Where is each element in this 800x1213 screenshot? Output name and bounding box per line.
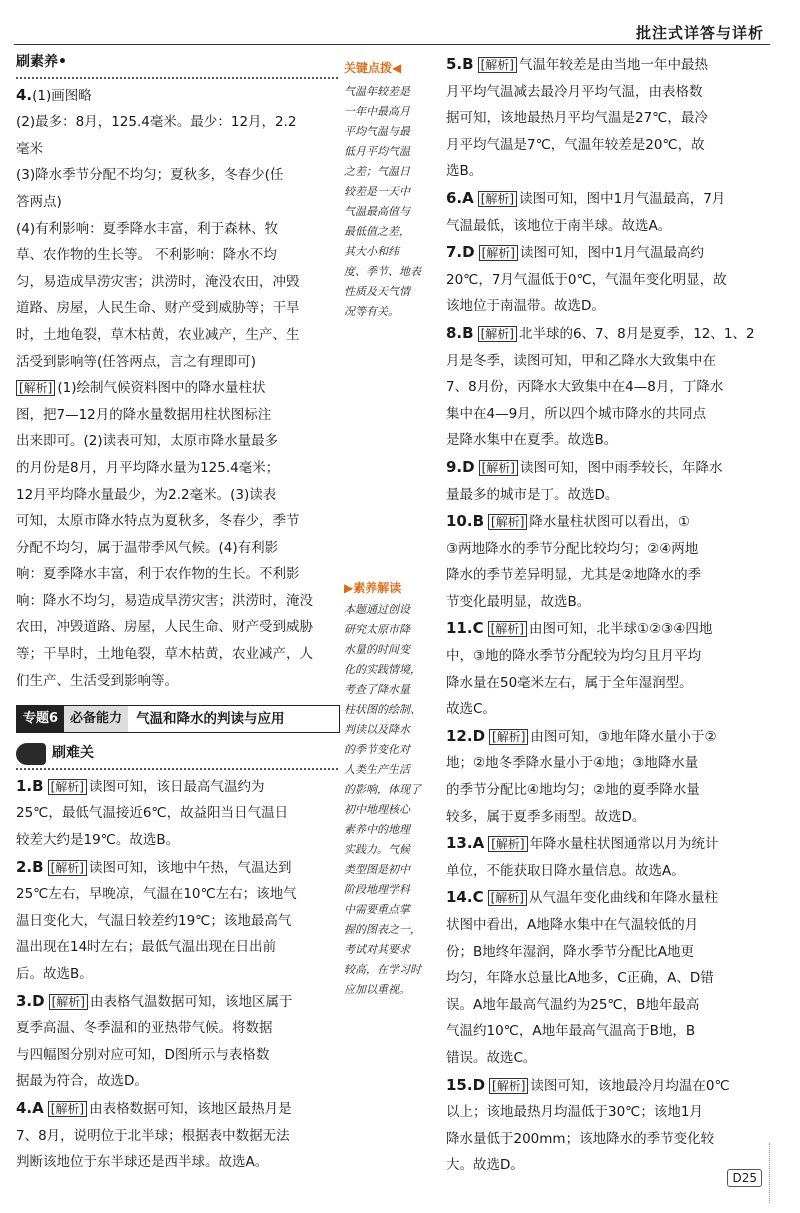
note-line: 研究太原市降 xyxy=(344,623,410,636)
header-rule xyxy=(14,44,770,45)
note-line: 较差是一天中 xyxy=(344,185,410,198)
answer-line: 月平均气温是7℃，气温年较差是20℃，故 xyxy=(446,136,705,153)
answer-line: 气温最低，该地位于南半球。故选A。 xyxy=(446,217,672,234)
note-line: 初中地理核心 xyxy=(344,803,410,816)
answer-number: 3.D xyxy=(16,991,45,1010)
answer-line: 4.A [解析] 由表格数据可知，该地区最热月是 xyxy=(16,1098,292,1117)
analysis-line: 可知，太原市降水特点为夏秋多，冬春少，季节 xyxy=(16,513,300,530)
note-line: 实践力。气候 xyxy=(344,843,410,856)
analysis-line: [解析] (1)绘制气候资料图中的降水量柱状 xyxy=(16,376,338,401)
answer-line: 据可知，该地最热月平均气温是27℃，最冷 xyxy=(446,110,708,127)
brush-icon xyxy=(16,743,46,765)
note-line: 况等有关。 xyxy=(344,305,399,318)
q4-line: (2)最多：8月，125.4毫米。最少：12月，2.2 xyxy=(16,114,297,131)
answer-number: 10.B xyxy=(446,512,485,531)
answer-line: 误。A地年最高气温约为25℃，B地年最高 xyxy=(446,996,700,1013)
answer-number: 5.B xyxy=(446,55,474,73)
analysis-tag: [解析] xyxy=(49,994,88,1010)
q4-line: 道路、房屋，人民生命、财产受到威胁等；干旱 xyxy=(16,300,300,317)
answer-number: 1.B xyxy=(16,776,44,795)
answer-line: 7、8月，说明位于北半球；根据表中数据无法 xyxy=(16,1127,290,1144)
analysis-tag: [解析] xyxy=(48,860,87,876)
answer-line: 份；B地终年湿润，降水季节分配比A地更 xyxy=(446,943,694,960)
note-line: 握的图表之一， xyxy=(344,923,421,936)
answer-number: 13.A xyxy=(446,834,485,853)
answer-line: 5.B [解析] 气温年较差是由当地一年中最热 xyxy=(446,55,708,73)
note-line: 平均气温与最 xyxy=(344,125,410,138)
analysis-tag: [解析] xyxy=(488,890,527,906)
answer-line: 25℃左右，早晚凉，气温在10℃左右；该地气 xyxy=(16,886,297,903)
analysis-line: 出来即可。(2)读表可知，太原市降水量最多 xyxy=(16,433,279,450)
topic-title: 气温和降水的判读与应用 xyxy=(136,710,285,727)
q4-line: 答两点) xyxy=(16,193,62,210)
q4-line: 匀，易造成旱涝灾害；洪涝时，淹没农田，冲毁 xyxy=(16,273,300,290)
answer-line: 判断该地位于东半球还是西半球。故选A。 xyxy=(16,1154,269,1171)
answer-line: 降水量在50毫米左右，属于全年湿润型。 xyxy=(446,674,693,691)
answer-line: 25℃，最低气温接近6℃，故益阳当日气温日 xyxy=(16,805,289,822)
note-line: 判读以及降水 xyxy=(344,723,410,736)
analysis-line: 12月平均降水量最少，为2.2毫米。(3)读表 xyxy=(16,486,277,503)
answer-line: 较多，属于夏季多雨型。故选D。 xyxy=(446,808,646,825)
literacy-note xyxy=(344,600,440,1000)
q4-number: 4. xyxy=(16,85,33,104)
analysis-tag: [解析] xyxy=(48,1101,87,1117)
analysis-tag: [解析] xyxy=(488,621,527,637)
answer-line: 以上；该地最热月均温低于30℃；该地1月 xyxy=(446,1104,703,1121)
answer-number: 9.D xyxy=(446,457,475,476)
answer-line: 均匀，年降水总量比A地多，C正确，A、D错 xyxy=(446,970,714,987)
note-line: 化的实践情境， xyxy=(344,663,421,676)
q4-line: 时，土地龟裂，草木枯黄，农业减产，生产、生 xyxy=(16,326,300,343)
note-line: 性质及天气情 xyxy=(344,285,410,298)
answer-number: 7.D xyxy=(446,243,475,262)
answer-line: 月平均气温减去最冷月平均气温，由表格数 xyxy=(446,83,703,100)
analysis-line: 响：降水不均匀，易造成旱涝灾害；洪涝时，淹没 xyxy=(16,592,313,609)
analysis-tag: [解析] xyxy=(478,326,517,342)
answer-line: 12.D [解析] 由图可知，③地年降水量小于② xyxy=(446,726,717,745)
answer-line: 8.B [解析] 北半球的6、7、8月是夏季，12、1、2 xyxy=(446,323,755,342)
answer-number: 15.D xyxy=(446,1075,486,1094)
answer-number: 8.B xyxy=(446,323,474,342)
page-number: D25 xyxy=(727,1169,762,1187)
answer-line: 气温约10℃，A地年最高气温高于B地，B xyxy=(446,1023,696,1040)
q4-line: 活受到影响等(任答两点，言之有理即可) xyxy=(16,353,257,370)
answer-line: 大。故选D。 xyxy=(446,1157,524,1174)
note-line: 低月平均气温 xyxy=(344,145,410,158)
note-line: 柱状图的绘制、 xyxy=(344,703,421,716)
answer-line: 9.D [解析] 读图可知，图中雨季较长，年降水 xyxy=(446,457,723,476)
note-line: 之差；气温日 xyxy=(344,165,410,178)
analysis-line: 图，把7—12月的降水量数据用柱状图标注 xyxy=(16,406,272,423)
answer-line: 6.A [解析] 读图可知，图中1月气温最高，7月 xyxy=(446,188,726,207)
answer-line: 是降水集中在夏季。故选B。 xyxy=(446,432,618,449)
analysis-line: 分配不均匀，属于温带季风气候。(4)有利影 xyxy=(16,539,279,556)
answer-line: 量最多的城市是丁。故选D。 xyxy=(446,486,619,503)
note-line: 类型图是初中 xyxy=(344,863,410,876)
answer-line: 据最为符合，故选D。 xyxy=(16,1073,148,1090)
answer-line: 13.A [解析] 年降水量柱状图通常以月为统计 xyxy=(446,834,719,853)
answer-line: 选B。 xyxy=(446,163,483,180)
note-line: 人类生产生活 xyxy=(344,763,410,776)
key-tip-note xyxy=(344,82,440,322)
answer-line: 月是冬季，读图可知，甲和乙降水大致集中在 xyxy=(446,352,716,369)
analysis-line: 农田，冲毁道路、房屋，人民生命、财产受到威胁 xyxy=(16,619,313,636)
literacy-heading: ▶素养解读 xyxy=(344,581,402,595)
note-line: 中需要重点掌 xyxy=(344,903,410,916)
topic-number: 专题6 xyxy=(17,706,64,732)
q4-line: 毫米 xyxy=(16,140,43,157)
q4-line: 4.(1)画图略 xyxy=(16,85,92,104)
answer-line: 状图中看出，A地降水集中在气温较低的月 xyxy=(446,917,699,933)
note-line: 气温年较差是 xyxy=(344,85,410,98)
answer-line: 较差大约是19℃。故选B。 xyxy=(16,832,180,849)
answer-line: 降水的季节差异明显，尤其是②地降水的季 xyxy=(446,567,702,584)
analysis-line: 响：夏季降水丰富，利于农作物的生长。不利影 xyxy=(16,566,300,583)
note-line: 本题通过创设 xyxy=(344,603,410,616)
note-line: 度、季节、地表 xyxy=(344,265,421,278)
answer-line: 10.B [解析] 降水量柱状图可以看出，① xyxy=(446,512,690,531)
left-column xyxy=(16,50,338,1177)
right-column xyxy=(446,52,764,1180)
note-line: 水量的时间变 xyxy=(344,643,410,656)
answer-line: 集中在4—9月，所以四个城市降水的共同点 xyxy=(446,405,707,422)
page-header: 批注式详答与详析 xyxy=(635,24,764,42)
note-line: 一年中最高月 xyxy=(344,105,410,118)
analysis-tag: [解析] xyxy=(16,380,55,396)
note-line: 考试对其要求 xyxy=(344,943,410,956)
answer-line: 14.C [解析] 从气温年变化曲线和年降水量柱 xyxy=(446,888,718,907)
answer-number: 2.B xyxy=(16,857,44,876)
analysis-tag: [解析] xyxy=(478,191,517,207)
analysis-tag: [解析] xyxy=(48,779,87,795)
section-title: 刷素养• xyxy=(16,50,338,79)
answer-line: 单位，不能获取日降水量信息。故选A。 xyxy=(446,862,685,879)
answer-line: 错误。故选C。 xyxy=(446,1049,537,1066)
analysis-line: 等；干旱时，土地龟裂，草木枯黄，农业减产，人 xyxy=(16,646,313,663)
answer-line: 3.D [解析] 由表格气温数据可知，该地区属于 xyxy=(16,991,293,1010)
answer-line: 20℃，7月气温低于0℃，气温年变化明显，故 xyxy=(446,271,727,288)
topic-kind: 必备能力 xyxy=(64,706,128,732)
analysis-tag: [解析] xyxy=(479,245,518,261)
note-line: 较高，在学习时 xyxy=(344,963,421,976)
answer-line: 夏季高温、冬季温和的亚热带气候。将数据 xyxy=(16,1020,273,1037)
answer-line: 降水量低于200mm；该地降水的季节变化较 xyxy=(446,1130,715,1147)
answer-number: 12.D xyxy=(446,726,486,745)
answer-line: 7.D [解析] 读图可知，图中1月气温最高约 xyxy=(446,243,705,262)
analysis-line: 的月份是8月，月平均降水量为125.4毫米； xyxy=(16,459,280,476)
topic-banner xyxy=(16,705,340,733)
answer-line: 7、8月份，丙降水大致集中在4—8月，丁降水 xyxy=(446,379,724,396)
answer-line: 的季节分配比④地均匀；②地的夏季降水量 xyxy=(446,782,700,799)
note-line: 的季节变化对 xyxy=(344,743,410,756)
note-line: 气温最高值与 xyxy=(344,205,410,218)
q4-line: 草、农作物的生长等。 不利影响：降水不均 xyxy=(16,247,277,264)
note-line: 其大小和纬 xyxy=(344,245,399,258)
answer-number: 11.C xyxy=(446,619,484,638)
analysis-tag: [解析] xyxy=(489,1078,528,1094)
analysis-tag: [解析] xyxy=(488,514,527,530)
answer-line: 温出现在14时左右；最低气温出现在日出前 xyxy=(16,939,277,956)
page-edge-marker xyxy=(769,1143,784,1203)
analysis-tag: [解析] xyxy=(489,729,528,745)
q4-line: (4)有利影响：夏季降水丰富，利于森林、牧 xyxy=(16,220,279,237)
analysis-tag: [解析] xyxy=(488,836,527,852)
answer-line: 与四幅图分别对应可知，D图所示与表格数 xyxy=(16,1046,270,1063)
answer-line: 1.B [解析] 读图可知，该日最高气温约为 xyxy=(16,776,265,795)
answer-number: 14.C xyxy=(446,888,484,907)
answer-line: 2.B [解析] 读图可知，该地中午热，气温达到 xyxy=(16,857,292,876)
answer-line: 该地位于南温带。故选D。 xyxy=(446,298,605,315)
answer-line: 15.D [解析] 读图可知，该地最冷月均温在0℃ xyxy=(446,1075,730,1094)
note-line: 最低值之差， xyxy=(344,225,410,238)
answer-line: 节变化最明显，故选B。 xyxy=(446,593,591,610)
q4-line: (3)降水季节分配不均匀；夏秋多，冬春少(任 xyxy=(16,167,284,184)
hard-section-title: 刷难关 xyxy=(16,741,338,770)
analysis-line: 们生产、生活受到影响等。 xyxy=(16,672,178,689)
answer-line: 故选C。 xyxy=(446,701,496,718)
answer-line: 中，③地的降水季节分配较为均匀且月平均 xyxy=(446,648,702,665)
answer-line: ③两地降水的季节分配比较均匀；②④两地 xyxy=(446,540,699,557)
key-tip-heading: 关键点拨◀ xyxy=(344,61,402,75)
answer-line: 11.C [解析] 由图可知，北半球①②③④四地 xyxy=(446,619,713,638)
answer-line: 后。故选B。 xyxy=(16,966,93,982)
note-line: 应加以重视。 xyxy=(344,983,410,996)
note-line: 素养中的地理 xyxy=(344,823,410,836)
note-line: 考查了降水量 xyxy=(344,683,410,696)
note-line: 的影响，体现了 xyxy=(344,783,421,796)
left-answer-list xyxy=(16,774,338,1175)
answer-number: 6.A xyxy=(446,188,474,207)
analysis-tag: [解析] xyxy=(478,57,517,73)
note-line: 阶段地理学科 xyxy=(344,883,410,896)
answer-line: 地；②地冬季降水量小于④地；③地降水量 xyxy=(446,755,699,772)
margin-notes xyxy=(344,58,440,1000)
answer-number: 4.A xyxy=(16,1098,44,1117)
answer-line: 温日变化大，气温日较差约19℃；该地最高气 xyxy=(16,912,292,929)
analysis-tag: [解析] xyxy=(479,460,518,476)
